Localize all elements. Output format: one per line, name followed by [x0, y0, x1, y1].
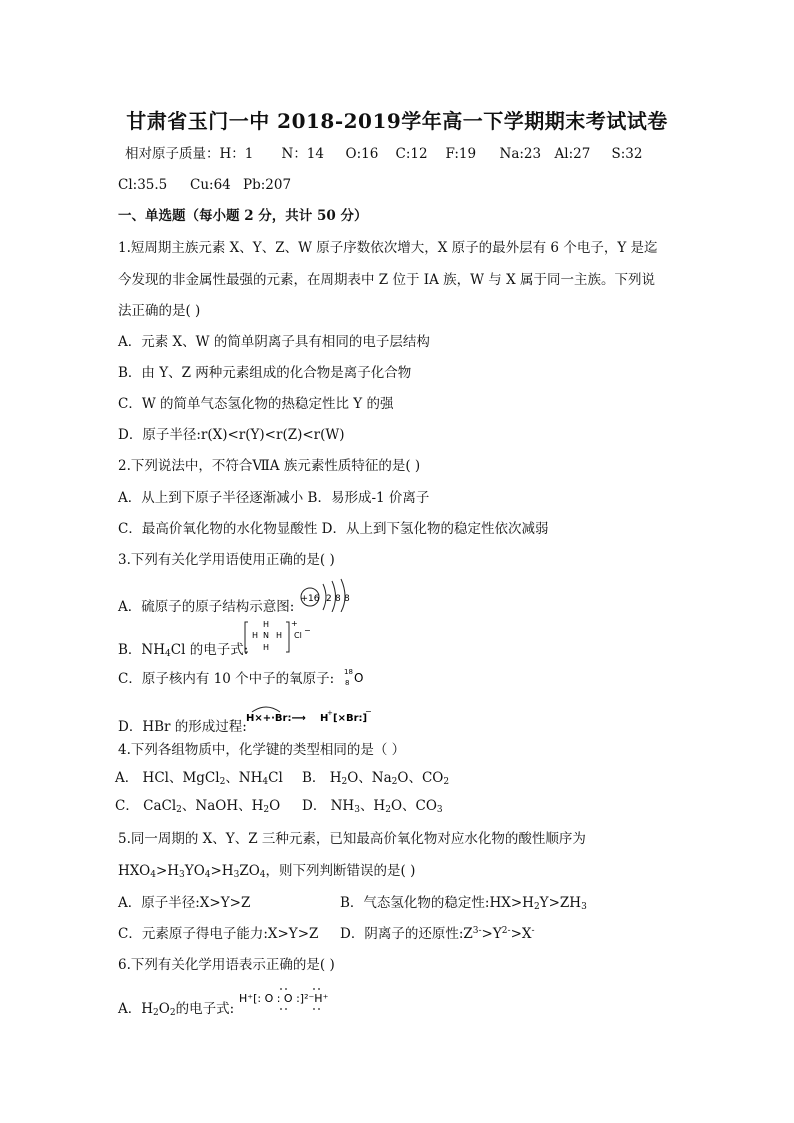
mass-o: O:16 — [345, 146, 379, 162]
mass-s: S:32 — [611, 146, 643, 162]
q5-option-d: D．阴离子的还原性$:Z^{3-}>Y^{2-}>X^-$ — [340, 926, 535, 942]
oxygen-isotope-symbol — [343, 666, 369, 690]
q3-stem: 3.下列有关化学用语使用正确的是( ) — [118, 552, 335, 568]
q5-option-b: B．气态氢化物的稳定性$:HX>H_2Y>ZH_3$ — [340, 895, 587, 912]
svg-text:H×+·Br:⟶: H×+·Br:⟶ — [246, 713, 306, 724]
q5-stem-line-2: $HXO_4>H_3YO_4>H_3ZO_4$，则下列判断错误的是( ) — [118, 863, 416, 880]
svg-text:[×Br:]: [×Br:] — [333, 713, 368, 724]
mass-n: N：14 — [281, 146, 324, 162]
atomic-mass-row-2 — [118, 176, 291, 194]
svg-text:O: O — [354, 671, 364, 685]
svg-text:H: H — [320, 713, 329, 724]
mass-na: Na:23 — [499, 146, 542, 162]
sulfur-atom-diagram — [299, 576, 359, 612]
q1-stem-line-2: 今发现的非金属性最强的元素，在周期表中 Z 位于 IA 族，W 与 X 属于同一主族。下列说 — [118, 272, 655, 288]
nucleus-charge: +16 — [300, 594, 320, 604]
svg-text:−: − — [304, 626, 311, 635]
svg-text:+: + — [327, 709, 333, 717]
svg-text:H⁺[: O : O :]²⁻H⁺: H⁺[: O : O :]²⁻H⁺ — [239, 992, 329, 1005]
mass-al: Al:27 — [554, 146, 591, 162]
q6-option-a: A．$H_2O_2$的电子式: — [118, 1001, 235, 1018]
h2o2-electron-formula — [238, 984, 388, 1014]
q6-stem: 6.下列有关化学用语表示正确的是( ) — [118, 957, 335, 973]
mass-cu: Cu:64 — [190, 177, 231, 193]
shell-2: 8 — [335, 594, 341, 604]
mass-pb: Pb:207 — [243, 177, 292, 193]
svg-text:H: H — [276, 631, 283, 640]
q3-option-b: B．$NH_4Cl$ 的电子式: — [118, 642, 249, 659]
q1-option-c: C．W 的简单气态氢化物的热稳定性比 Y 的强 — [118, 396, 394, 412]
svg-text:−: − — [365, 707, 372, 716]
page-title: 甘肃省玉门一中 2018-2019学年高一下学期期末考试试卷 — [126, 109, 668, 133]
q1-option-d: D．原子半径:r(X)<r(Y)<r(Z)<r(W) — [118, 427, 345, 443]
q4-option-d: D． $NH_3$、$H_2O$、$CO_3$ — [302, 798, 443, 815]
svg-text:Cl: Cl — [294, 631, 302, 640]
atomic-mass-label: 相对原子质量： — [125, 146, 220, 162]
q3-option-d: D．HBr 的形成过程: — [118, 719, 247, 735]
q5-stem-line-1: 5.同一周期的 X、Y、Z 三种元素，已知最高价氧化物对应水化物的酸性顺序为 — [118, 831, 586, 847]
shell-1: 2 — [326, 594, 332, 604]
shell-3: 8 — [344, 594, 350, 604]
mass-h: H：1 — [219, 146, 254, 162]
q4-option-b: B． $H_2O$、$Na_2O$、$CO_2$ — [302, 770, 450, 787]
q4-stem: 4.下列各组物质中，化学键的类型相同的是（ ） — [118, 742, 406, 758]
svg-text:18: 18 — [344, 668, 353, 676]
q1-stem-line-3: 法正确的是( ) — [118, 303, 201, 319]
q3-option-c: C．原子核内有 10 个中子的氧原子: — [118, 671, 335, 687]
q5-option-c: C．元素原子得电子能力:X>Y>Z — [118, 926, 319, 942]
svg-text:H: H — [263, 643, 270, 652]
q1-option-a: A．元素 X、W 的简单阴离子具有相同的电子层结构 — [118, 334, 430, 350]
hbr-formation-process — [244, 704, 374, 728]
svg-text:H: H — [263, 620, 270, 629]
mass-f: F:19 — [445, 146, 477, 162]
svg-text:+: + — [291, 619, 298, 628]
q2-options-ab: A．从上到下原子半径逐渐减小 B．易形成-1 价离子 — [118, 490, 430, 506]
svg-text:N: N — [263, 631, 269, 640]
q1-stem-line-1: 1.短周期主族元素 X、Y、Z、W 原子序数依次增大，X 原子的最外层有 6 个电子，Y 是迄 — [118, 240, 658, 256]
section-heading: 一、单选题（每小题 2 分，共计 50 分） — [118, 208, 368, 224]
mass-c: C:12 — [395, 146, 428, 162]
q3-option-a: A．硫原子的原子结构示意图: — [118, 599, 295, 615]
svg-text:8: 8 — [345, 679, 350, 687]
mass-cl: Cl:35.5 — [118, 177, 168, 193]
q4-option-c: C． CaCl$_2$、NaOH、$H_2O$ — [115, 798, 281, 815]
atomic-mass-row-1 — [125, 145, 642, 163]
q2-stem: 2.下列说法中，不符合ⅦA 族元素性质特征的是( ) — [118, 458, 421, 474]
svg-text:H: H — [252, 631, 259, 640]
q2-options-cd: C．最高价氧化物的水化物显酸性 D．从上到下氢化物的稳定性依次减弱 — [118, 521, 549, 537]
q5-option-a: A．原子半径:X>Y>Z — [118, 895, 251, 911]
q1-option-b: B．由 Y、Z 两种元素组成的化合物是离子化合物 — [118, 365, 412, 381]
nh4cl-electron-formula — [244, 616, 314, 656]
q4-option-a: A． HCl、MgCl$_2$、$NH_4Cl$ — [115, 770, 283, 787]
